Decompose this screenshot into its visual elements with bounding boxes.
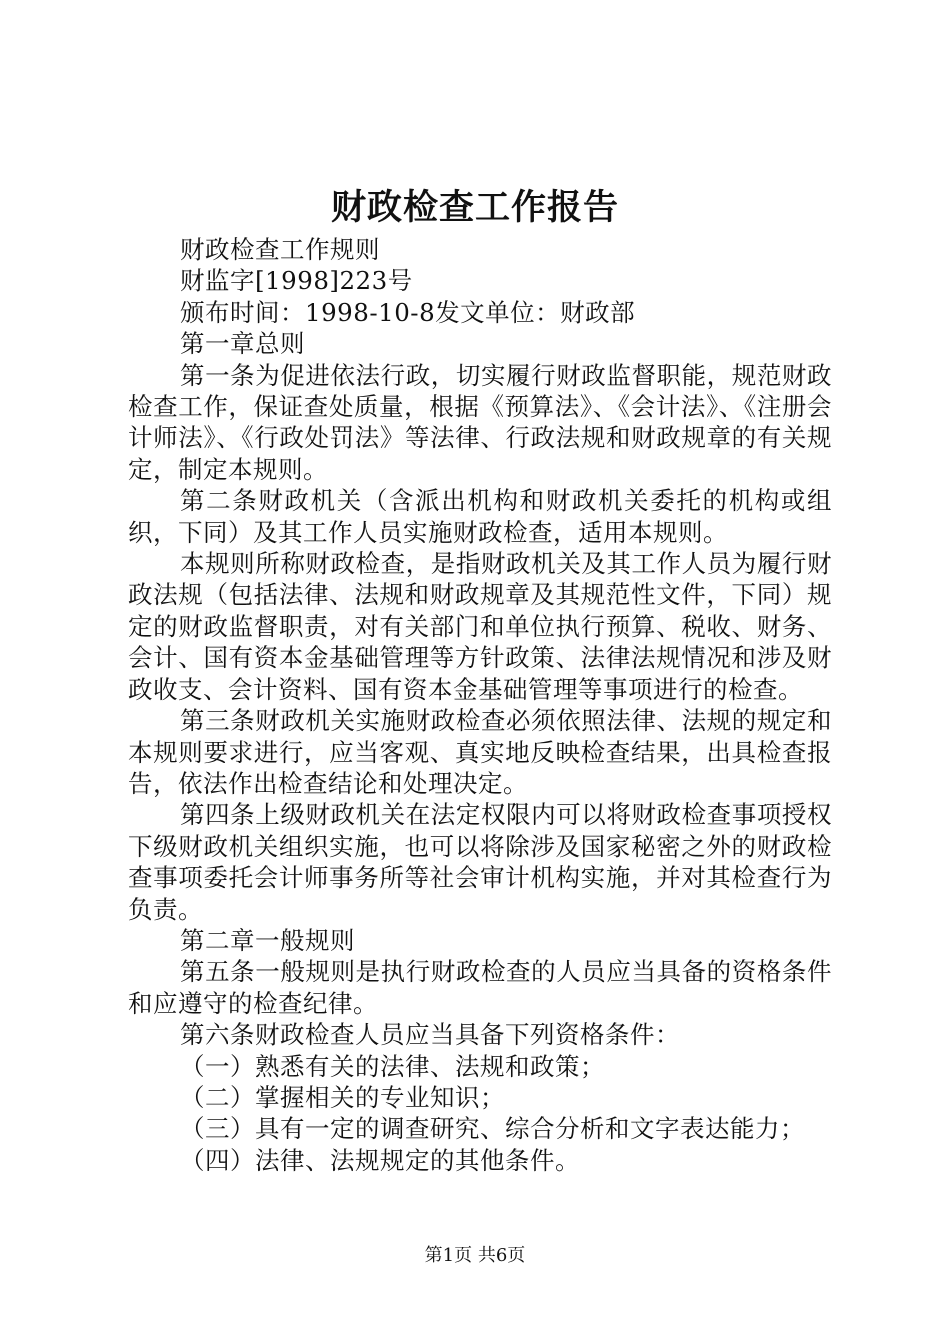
document-body bbox=[128, 234, 832, 1176]
paragraph: 第二条财政机关（含派出机构和财政机关委托的机构或组织，下同）及其工作人员实施财政检查，适用本规则。 bbox=[128, 486, 832, 547]
paragraph: 第三条财政机关实施财政检查必须依照法律、法规的规定和本规则要求进行，应当客观、真实地反映检查结果，出具检查报告，依法作出检查结论和处理决定。 bbox=[128, 706, 832, 798]
chapter-heading: 第二章一般规则 bbox=[180, 925, 355, 955]
paragraph: 第五条一般规则是执行财政检查的人员应当具备的资格条件和应遵守的检查纪律。 bbox=[128, 957, 832, 1018]
list-item: （一）熟悉有关的法律、法规和政策； bbox=[180, 1051, 605, 1081]
paragraph: 颁布时间：1998-10-8发文单位：财政部 bbox=[180, 297, 636, 327]
paragraph: 本规则所称财政检查，是指财政机关及其工作人员为履行财政法规（包括法律、法规和财政规章及其规范性文件，下同）规定的财政监督职责，对有关部门和单位执行预算、税收、财务、会计、国有资本金基础管理等方针政策、法律法规情况和涉及财政收支、会计资料、国有资本金基础管理等事项进行的检查。 bbox=[128, 549, 832, 704]
paragraph: 财政检查工作规则 bbox=[180, 235, 380, 264]
chapter-heading: 第一章总则 bbox=[180, 329, 305, 359]
page-footer: 第1页 共6页 bbox=[424, 1245, 526, 1266]
list-item: （二）掌握相关的专业知识； bbox=[180, 1082, 505, 1112]
paragraph: 财监字[1998]223号 bbox=[180, 266, 413, 296]
paragraph: 第六条财政检查人员应当具备下列资格条件： bbox=[180, 1020, 680, 1050]
list-item: （四）法律、法规规定的其他条件。 bbox=[180, 1145, 580, 1175]
paragraph: 第四条上级财政机关在法定权限内可以将财政检查事项授权下级财政机关组织实施，也可以将除涉及国家秘密之外的财政检查事项委托会计师事务所等社会审计机构实施，并对其检查行为负责。 bbox=[128, 800, 832, 924]
list-item: （三）具有一定的调查研究、综合分析和文字表达能力； bbox=[180, 1114, 805, 1144]
paragraph: 第一条为促进依法行政，切实履行财政监督职能，规范财政检查工作，保证查处质量，根据《预算法》、《会计法》、《注册会计师法》、《行政处罚法》等法律、行政法规和财政规章的有关规定，制定本规则。 bbox=[128, 360, 832, 484]
document-title: 财政检查工作报告 bbox=[330, 187, 619, 228]
